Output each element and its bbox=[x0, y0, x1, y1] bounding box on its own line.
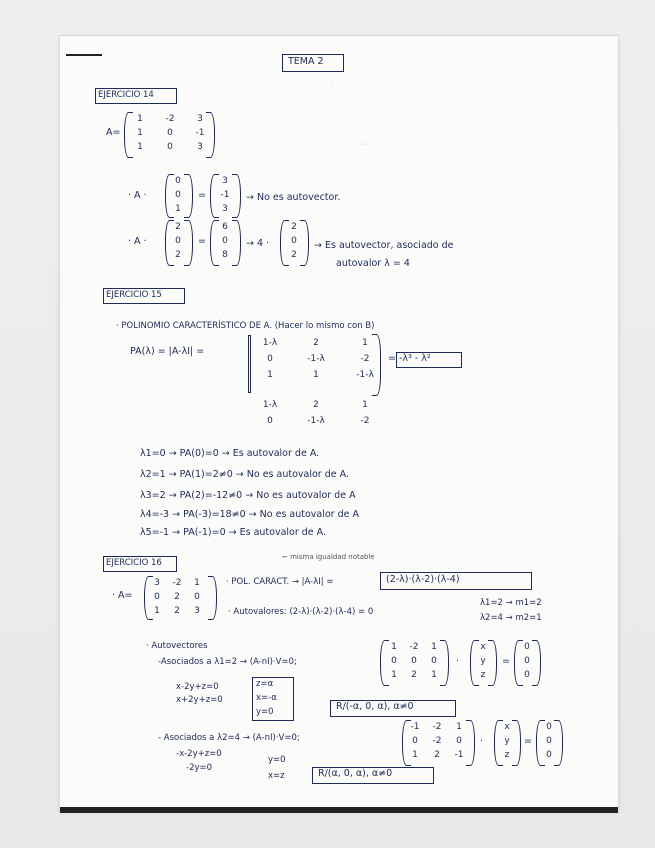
ex14-line1-text: → No es autovector. bbox=[246, 192, 341, 203]
ex16-sys2-eq1: -x-2y+z=0 bbox=[176, 749, 222, 759]
ex16-sys2-eq2: -2y=0 bbox=[186, 763, 213, 773]
matrix-cell: -1 bbox=[454, 750, 464, 760]
matrix-cell: 1 bbox=[137, 128, 143, 138]
ex14-matrix bbox=[132, 114, 208, 152]
matrix-cell: 1 bbox=[391, 670, 397, 680]
ex16-sys1-eq1: x-2y+z=0 bbox=[176, 682, 219, 692]
matrix-cell: -1 bbox=[410, 722, 420, 732]
matrix-cell: 0 bbox=[456, 736, 462, 746]
matrix-cell: 3 bbox=[197, 142, 203, 152]
matrix-cell: 3 bbox=[194, 606, 200, 616]
ex16-autovalor-2: λ2=4 → m2=1 bbox=[480, 613, 542, 623]
vector-cell: 0 bbox=[175, 176, 181, 186]
vector-cell: 0 bbox=[222, 236, 228, 246]
ex14-r2 bbox=[218, 222, 232, 260]
equals-sign: = bbox=[198, 190, 206, 201]
matrix-cell: 1 bbox=[456, 722, 462, 732]
ex14-matrix-label: A= bbox=[106, 127, 121, 138]
vector-cell: 0 bbox=[175, 236, 181, 246]
ex16-m1 bbox=[388, 642, 440, 680]
matrix-cell: 0 bbox=[167, 128, 173, 138]
ex16-zeros-2 bbox=[544, 722, 554, 760]
ex15-line: λ1=0 → PA(0)=0 → Es autovalor de A. bbox=[140, 448, 320, 459]
ex15-result: = -λ³ - λ² bbox=[388, 353, 431, 364]
ex16-m2 bbox=[408, 722, 466, 760]
margin-dash bbox=[66, 54, 102, 56]
ex16-autovalores: · Autovalores: (2-λ)·(λ-2)·(λ-4) = 0 bbox=[228, 607, 374, 617]
ex15-header: EJERCICIO 15 bbox=[106, 290, 162, 300]
matrix-cell: -1 bbox=[195, 128, 205, 138]
vector-cell: 3 bbox=[222, 204, 228, 214]
matrix-cell: -2 bbox=[432, 736, 442, 746]
vector-cell: x bbox=[504, 722, 510, 732]
det-cell: -1-λ bbox=[307, 354, 325, 364]
vector-cell: 0 bbox=[175, 190, 181, 200]
ex16-r2: R/(α, 0, α), α≠0 bbox=[318, 768, 393, 779]
paren-right bbox=[532, 640, 541, 686]
dot-operator: · bbox=[480, 736, 484, 747]
vector-cell: y bbox=[504, 736, 510, 746]
vector-cell: 8 bbox=[222, 250, 228, 260]
ghost-mark: ~ bbox=[360, 140, 368, 150]
vector-cell: 6 bbox=[222, 222, 228, 232]
ex14-line2-text: → Es autovector, asociado de bbox=[314, 240, 454, 251]
ex15-bullet: · POLINOMIO CARACTERÍSTICO DE A. (Hacer lo mismo con B) bbox=[116, 321, 375, 331]
vector-cell: 0 bbox=[524, 642, 530, 652]
vector-cell: 2 bbox=[175, 250, 181, 260]
ex16-matrix bbox=[150, 578, 204, 616]
vector-cell: x bbox=[480, 642, 486, 652]
matrix-cell: 0 bbox=[412, 736, 418, 746]
ex16-xyz-1 bbox=[478, 642, 488, 680]
det-cell: -2 bbox=[360, 416, 370, 426]
ex15-extra-rows bbox=[254, 400, 384, 426]
paren-right bbox=[372, 334, 381, 396]
matrix-cell: 3 bbox=[154, 578, 160, 588]
ex14-v1 bbox=[172, 176, 184, 214]
matrix-cell: 1 bbox=[137, 114, 143, 124]
vector-cell: 0 bbox=[524, 670, 530, 680]
ex15-line: λ3=2 → PA(2)=-12≠0 → No es autovalor de A bbox=[140, 490, 356, 501]
vector-cell: 1 bbox=[175, 204, 181, 214]
ex15-line: λ5=-1 → PA(-1)=0 → Es autovalor de A. bbox=[140, 527, 327, 538]
matrix-cell: 2 bbox=[174, 592, 180, 602]
det-cell: -1-λ bbox=[307, 416, 325, 426]
vector-cell: 2 bbox=[175, 222, 181, 232]
matrix-cell: -2 bbox=[165, 114, 175, 124]
matrix-cell: 0 bbox=[411, 656, 417, 666]
ex16-sol1-b: x=-α bbox=[256, 693, 277, 703]
matrix-cell: 3 bbox=[197, 114, 203, 124]
equals-sign: = bbox=[502, 656, 510, 667]
page-bottom-edge bbox=[60, 807, 618, 813]
matrix-cell: -2 bbox=[409, 642, 419, 652]
matrix-cell: 2 bbox=[174, 606, 180, 616]
paren-right bbox=[466, 720, 475, 766]
ex14-line2-text2: autovalor λ = 4 bbox=[336, 258, 410, 269]
paren-right bbox=[512, 720, 521, 766]
vector-cell: 0 bbox=[546, 736, 552, 746]
paren-right bbox=[554, 720, 563, 766]
ex14-line1-lhs: · A · bbox=[128, 190, 147, 201]
equals-sign: = bbox=[198, 236, 206, 247]
ex14-line2-lhs: · A · bbox=[128, 236, 147, 247]
paren-right bbox=[232, 174, 241, 218]
vector-cell: z bbox=[504, 750, 510, 760]
ex16-autovectores: · Autovectores bbox=[146, 641, 208, 651]
ex15-line: λ2=1 → PA(1)=2≠0 → No es autovalor de A. bbox=[140, 469, 349, 480]
ex16-sol1-c: y=0 bbox=[256, 707, 274, 717]
ex16-sol2-a: y=0 bbox=[268, 755, 286, 765]
ghost-mark: · bbox=[470, 560, 473, 570]
ex14-r1 bbox=[218, 176, 232, 214]
det-cell: 1 bbox=[362, 400, 368, 410]
ex15-pa: PA(λ) = |A-λI| = bbox=[130, 346, 205, 357]
ex16-sol2-b: x=z bbox=[268, 771, 285, 781]
vector-cell: z bbox=[480, 670, 486, 680]
matrix-cell: 0 bbox=[391, 656, 397, 666]
ex14-header: EJERCICIO 14 bbox=[98, 90, 154, 100]
vector-cell: 2 bbox=[291, 250, 297, 260]
paren-right bbox=[232, 220, 241, 266]
det-cell: 2 bbox=[313, 338, 319, 348]
det-cell: 2 bbox=[313, 400, 319, 410]
matrix-cell: 0 bbox=[194, 592, 200, 602]
page-title: TEMA 2 bbox=[288, 56, 324, 67]
matrix-cell: -2 bbox=[172, 578, 182, 588]
matrix-cell: 2 bbox=[434, 750, 440, 760]
det-cell: 1 bbox=[267, 370, 273, 380]
matrix-cell: 0 bbox=[154, 592, 160, 602]
vector-cell: -1 bbox=[220, 190, 230, 200]
ex16-header: EJERCICIO 16 bbox=[106, 558, 162, 568]
ex14-line2-mid: → 4 · bbox=[246, 238, 270, 249]
vector-cell: 0 bbox=[524, 656, 530, 666]
vector-cell: 0 bbox=[546, 750, 552, 760]
det-cell: -2 bbox=[360, 354, 370, 364]
dot-operator: · bbox=[456, 656, 460, 667]
matrix-cell: -2 bbox=[432, 722, 442, 732]
det-cell: 1-λ bbox=[262, 338, 278, 348]
ex16-autovalor-1: λ1=2 → m1=2 bbox=[480, 598, 542, 608]
matrix-cell: 1 bbox=[412, 750, 418, 760]
ex16-xyz-2 bbox=[502, 722, 512, 760]
det-bar-left bbox=[248, 335, 251, 393]
ex14-v2 bbox=[172, 222, 184, 260]
ex14-v2b bbox=[288, 222, 300, 260]
ex16-note: ⌐ misma igualdad notable bbox=[282, 553, 375, 561]
paren-right bbox=[184, 220, 193, 266]
vector-cell: 3 bbox=[222, 176, 228, 186]
paren-right bbox=[300, 220, 309, 266]
ex16-pol: · POL. CARACT. → |A-λI| = bbox=[226, 577, 334, 587]
matrix-cell: 1 bbox=[137, 142, 143, 152]
det-cell: 0 bbox=[267, 416, 273, 426]
vector-cell: y bbox=[480, 656, 486, 666]
paren-right bbox=[440, 640, 449, 686]
paren-right bbox=[208, 576, 217, 620]
matrix-cell: 2 bbox=[411, 670, 417, 680]
matrix-cell: 1 bbox=[154, 606, 160, 616]
matrix-cell: 1 bbox=[391, 642, 397, 652]
ex16-r1: R/(-α, 0, α), α≠0 bbox=[336, 701, 414, 712]
matrix-cell: 1 bbox=[194, 578, 200, 588]
matrix-cell: 0 bbox=[167, 142, 173, 152]
matrix-cell: 0 bbox=[431, 656, 437, 666]
det-cell: 0 bbox=[267, 354, 273, 364]
ex16-sol1-a: z=α bbox=[256, 679, 274, 689]
ex16-asoc2: - Asociados a λ2=4 → (A-nI)·V=0; bbox=[158, 733, 300, 743]
det-cell: 1-λ bbox=[262, 400, 278, 410]
ex16-sys1-eq2: x+2y+z=0 bbox=[176, 695, 223, 705]
matrix-cell: 1 bbox=[431, 642, 437, 652]
ex16-asoc1: -Asociados a λ1=2 → (A-nI)·V=0; bbox=[158, 657, 297, 667]
ex15-det bbox=[254, 338, 384, 380]
vector-cell: 2 bbox=[291, 222, 297, 232]
matrix-cell: 1 bbox=[431, 670, 437, 680]
paren-right bbox=[184, 174, 193, 218]
ghost-mark: – bbox=[330, 78, 335, 88]
ex16-pol-result: (2-λ)·(λ-2)·(λ-4) bbox=[386, 574, 460, 585]
vector-cell: 0 bbox=[546, 722, 552, 732]
vector-cell: 0 bbox=[291, 236, 297, 246]
ex16-zeros-1 bbox=[522, 642, 532, 680]
det-cell: 1 bbox=[362, 338, 368, 348]
det-cell: -1-λ bbox=[356, 370, 374, 380]
paren-right bbox=[488, 640, 497, 686]
equals-sign: = bbox=[524, 736, 532, 747]
paren-right bbox=[206, 112, 215, 158]
ex16-matrix-label: · A= bbox=[112, 590, 133, 601]
det-cell: 1 bbox=[313, 370, 319, 380]
ex15-line: λ4=-3 → PA(-3)=18≠0 → No es autovalor de A bbox=[140, 509, 360, 520]
